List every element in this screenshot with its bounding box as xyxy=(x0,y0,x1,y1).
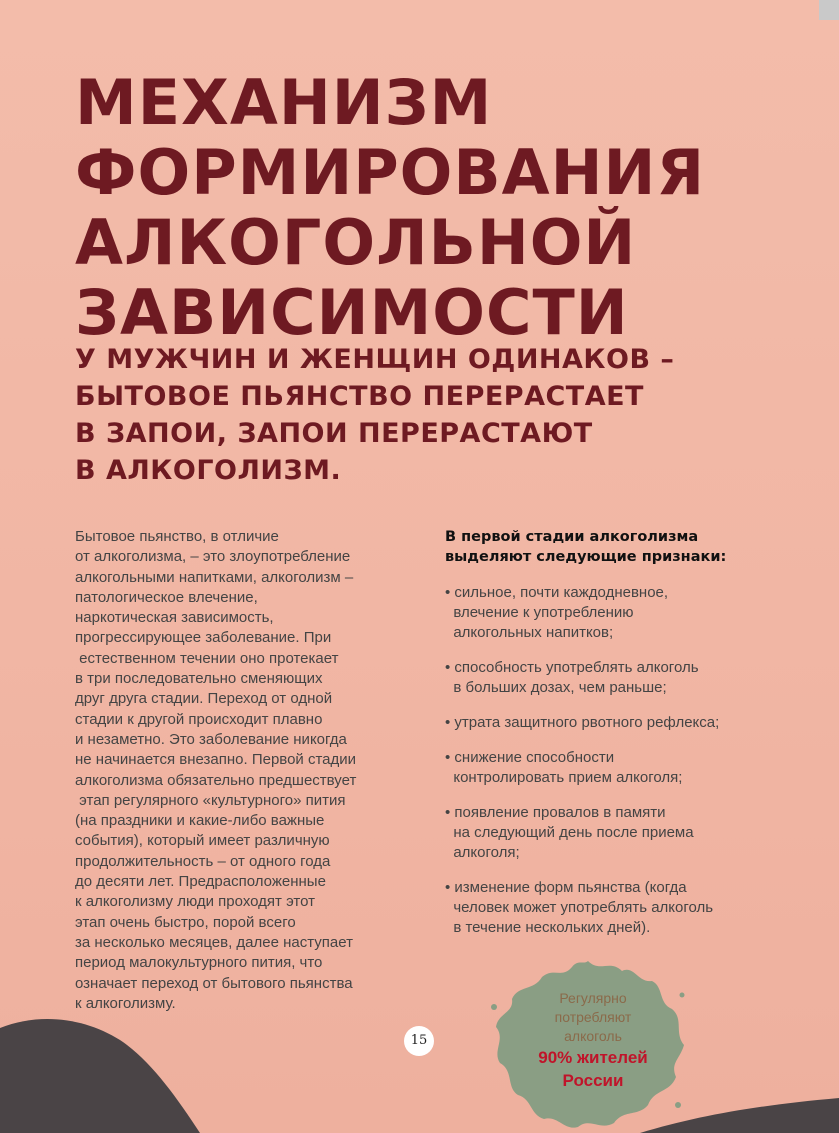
body-line: и незаметно. Это заболевание никогда xyxy=(75,730,347,748)
list-item-line: человек может употреблять алкоголь xyxy=(445,899,714,916)
list-item xyxy=(445,748,825,788)
list-item xyxy=(445,713,825,733)
list-item-line: • сильное, почти каждодневное, xyxy=(445,584,669,601)
signs-list xyxy=(445,583,825,953)
list-item-line: на следующий день после приема xyxy=(445,824,694,841)
page-subtitle-line: В АЛКОГОЛИЗМ. xyxy=(75,455,342,486)
body-line: этап очень быстро, порой всего xyxy=(75,913,296,931)
list-item-line: в течение нескольких дней). xyxy=(445,919,651,936)
body-line: алкоголизма обязательно предшествует xyxy=(75,771,357,789)
statistic-callout xyxy=(510,989,676,1092)
body-line: (на праздники и какие-либо важные xyxy=(75,812,325,830)
callout-line: алкоголь xyxy=(564,1028,622,1044)
list-item-line: • изменение форм пьянства (когда xyxy=(445,879,687,896)
list-item-line: алкоголя; xyxy=(445,844,520,861)
callout-highlight: России xyxy=(562,1071,624,1090)
list-item xyxy=(445,583,825,643)
corner-mark xyxy=(819,0,839,20)
body-paragraph xyxy=(75,527,415,1014)
body-line: означает переход от бытового пьянства xyxy=(75,974,353,992)
body-line: Бытовое пьянство, в отличие xyxy=(75,528,279,545)
body-line: период малокультурного пития, что xyxy=(75,954,323,972)
list-item-line: • способность употреблять алкоголь xyxy=(445,659,699,676)
callout-highlight: 90% жителей xyxy=(538,1048,648,1067)
body-line: алкогольными напитками, алкоголизм – xyxy=(75,568,354,586)
body-line: за несколько месяцев, далее наступает xyxy=(75,933,353,951)
body-line: от алкоголизма, – это злоупотребление xyxy=(75,548,351,566)
page-subtitle-line: У МУЖЧИН И ЖЕНЩИН ОДИНАКОВ – xyxy=(75,344,675,375)
dark-hill-decoration xyxy=(0,1000,839,1133)
page-title-line: АЛКОГОЛЬНОЙ xyxy=(75,206,637,279)
body-line: наркотическая зависимость, xyxy=(75,609,274,627)
list-item xyxy=(445,878,825,938)
list-item xyxy=(445,658,825,698)
list-item-line: контролировать прием алкоголя; xyxy=(445,769,683,786)
list-item-line: • утрата защитного рвотного рефлекса; xyxy=(445,714,720,731)
body-line: патологическое влечение, xyxy=(75,588,258,606)
list-item xyxy=(445,803,825,863)
page-title-line: ЗАВИСИМОСТИ xyxy=(75,276,629,349)
body-line: продолжительность – от одного года xyxy=(75,852,331,870)
callout-line: Регулярно xyxy=(559,990,627,1006)
signs-heading-line: выделяют следующие признаки: xyxy=(445,549,727,565)
list-item-line: • снижение способности xyxy=(445,749,615,766)
signs-heading xyxy=(445,527,825,567)
page-title-line: МЕХАНИЗМ xyxy=(75,66,493,139)
page-title xyxy=(75,68,815,348)
list-item-line: влечение к употреблению xyxy=(445,604,634,621)
page-number: 15 xyxy=(404,1026,434,1056)
page-subtitle-line: БЫТОВОЕ ПЬЯНСТВО ПЕРЕРАСТАЕТ xyxy=(75,381,644,412)
page-title-line: ФОРМИРОВАНИЯ xyxy=(75,136,706,209)
page-subtitle xyxy=(75,341,775,489)
list-item-line: в больших дозах, чем раньше; xyxy=(445,679,667,696)
callout-line: потребляют xyxy=(554,1009,632,1025)
body-line: в три последовательно сменяющих xyxy=(75,670,323,688)
body-line: события), который имеет различную xyxy=(75,832,330,850)
body-line: естественном течении оно протекает xyxy=(75,649,339,667)
body-line: этап регулярного «культурного» пития xyxy=(75,791,346,809)
list-item-line: алкогольных напитков; xyxy=(445,624,614,641)
body-line: до десяти лет. Предрасположенные xyxy=(75,873,326,891)
list-item-line: • появление провалов в памяти xyxy=(445,804,666,821)
body-line: не начинается внезапно. Первой стадии xyxy=(75,751,357,769)
signs-heading-line: В первой стадии алкоголизма xyxy=(445,529,699,545)
body-line: друг друга стадии. Переход от одной xyxy=(75,690,333,708)
body-line: прогрессирующее заболевание. При xyxy=(75,629,332,647)
page-subtitle-line: В ЗАПОИ, ЗАПОИ ПЕРЕРАСТАЮТ xyxy=(75,418,593,449)
body-line: к алкоголизму. xyxy=(75,994,176,1012)
body-line: к алкоголизму люди проходят этот xyxy=(75,893,315,911)
body-line: стадии к другой происходит плавно xyxy=(75,710,323,728)
